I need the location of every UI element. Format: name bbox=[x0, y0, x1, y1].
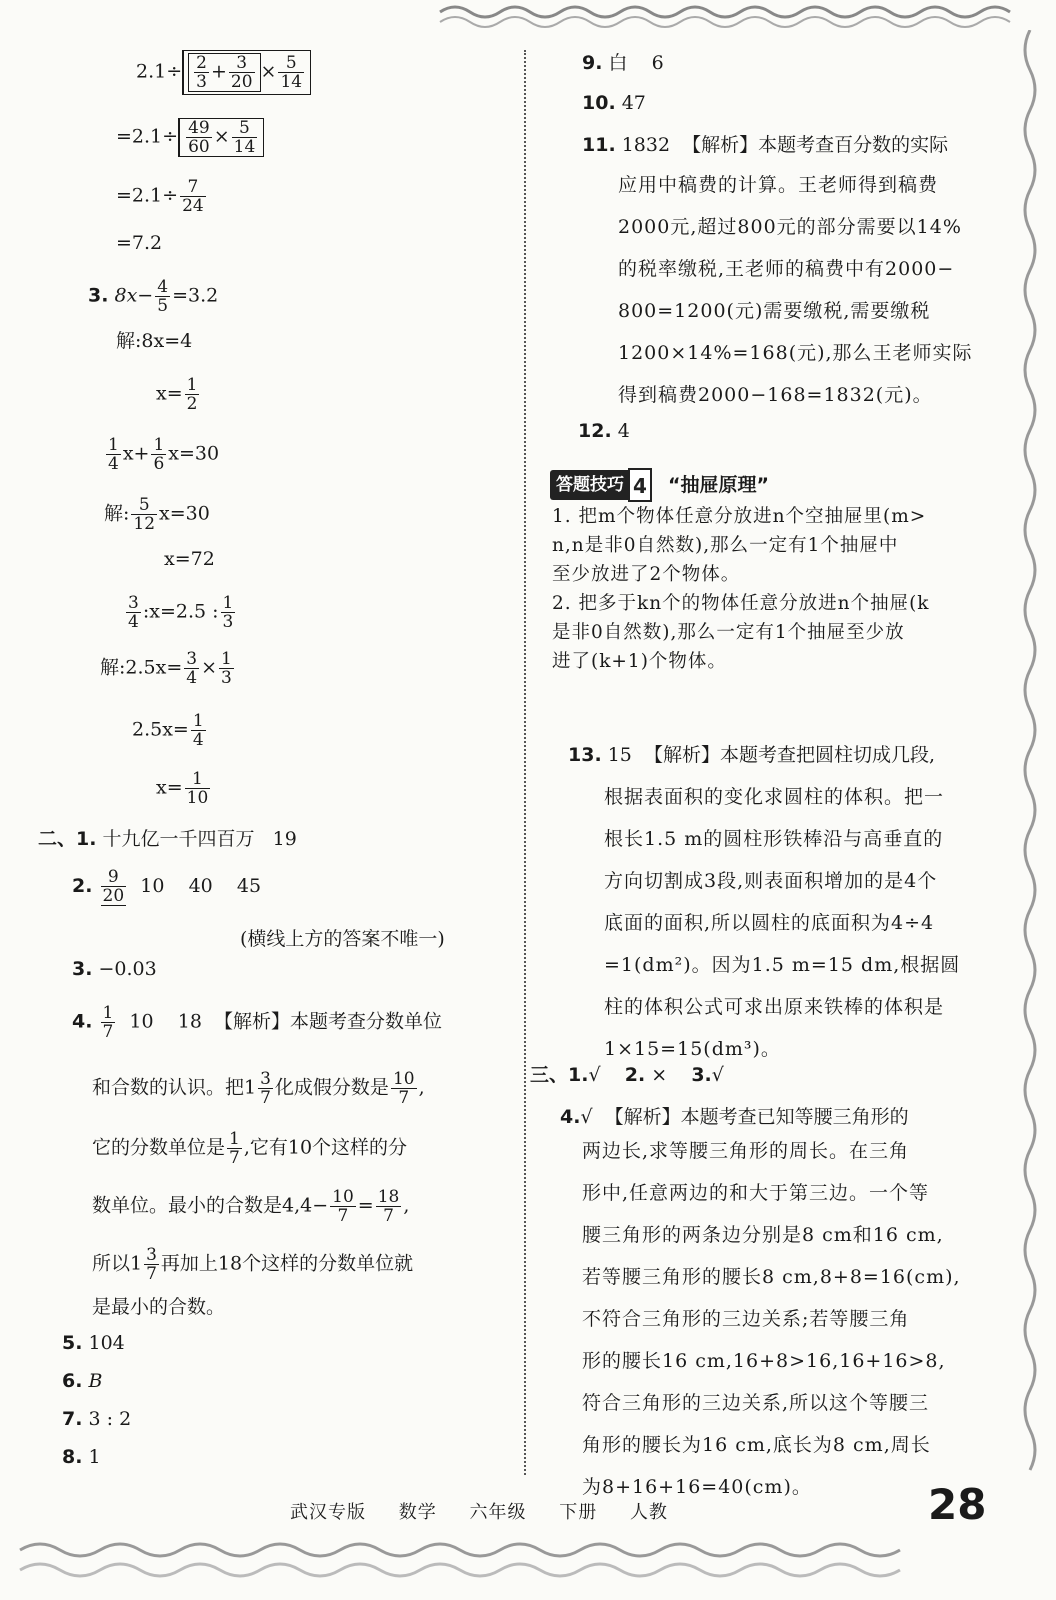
text-line: 底面的面积,所以圆柱的底面积为4÷4 bbox=[604, 912, 935, 934]
q3-step-2: x= $\frac{1}{2}$ bbox=[156, 375, 198, 414]
text-line: 应用中稿费的计算。王老师得到稿费 bbox=[618, 174, 939, 196]
text-line: 进了(k+1)个物体。 bbox=[552, 651, 727, 672]
sec2-q8: 8. 1 bbox=[62, 1446, 101, 1468]
sec3-q4: 4.√ 【解析】本题考查已知等腰三角形的 bbox=[560, 1106, 909, 1128]
q3-equation-2: $\frac{1}{4}$ x+ $\frac{1}{6}$ x=30 bbox=[108, 435, 220, 474]
fraction: $\frac{4}{5}$ bbox=[157, 277, 169, 316]
tip-title: “抽屉原理” bbox=[668, 474, 769, 496]
text-line: 的税率缴税,王老师的稿费中有2000− bbox=[618, 258, 955, 280]
fraction: $\frac{1}{4}$ bbox=[108, 435, 119, 474]
text-line: 不符合三角形的三边关系;若等腰三角 bbox=[582, 1308, 910, 1330]
fraction: $\frac{1}{10}$ bbox=[186, 769, 209, 808]
fraction: $\frac{5}{14}$ bbox=[280, 53, 303, 92]
q3-step-7: x= $\frac{1}{10}$ bbox=[156, 769, 209, 808]
sec2-q1: 二、1. 十九亿一千四百万 19 bbox=[38, 828, 297, 850]
bracket-group: $\frac{2}{3}$ + $\frac{3}{20}$ × $\frac{5}{14}$ bbox=[182, 50, 311, 95]
fraction: $\frac{1}{3}$ bbox=[222, 593, 234, 632]
sec2-q7: 7. 3 : 2 bbox=[62, 1408, 132, 1430]
fraction: $\frac{1}{7}$ bbox=[229, 1129, 240, 1168]
sec2-q4-line-4: 数单位。最小的合数是4,4− $\frac{10}{7}$ = $\frac{18}{7}$ , bbox=[92, 1187, 410, 1226]
q10: 10. 47 bbox=[582, 92, 646, 114]
calc-line-1: 2.1÷ $\frac{2}{3}$ + $\frac{3}{20}$ × $\frac{5}{14}$ bbox=[136, 50, 311, 95]
text-line: 1200×14%=168(元),那么王老师实际 bbox=[618, 342, 973, 364]
calc-line-3: =2.1÷ $\frac{7}{24}$ bbox=[116, 177, 204, 216]
fraction: $\frac{10}{7}$ bbox=[392, 1069, 415, 1108]
text-line: 方向切割成3段,则表面积增加的是4个 bbox=[604, 870, 938, 892]
text-line: 根长1.5 m的圆柱形铁棒沿与高垂直的 bbox=[604, 828, 944, 850]
tip-number-badge: 4 bbox=[628, 468, 652, 502]
page-number: 28 bbox=[928, 1480, 987, 1529]
text-line: 角形的腰长为16 cm,底长为8 cm,周长 bbox=[582, 1434, 931, 1456]
sec2-q5: 5. 104 bbox=[62, 1332, 125, 1354]
tip-label-badge: 答题技巧 bbox=[550, 470, 648, 500]
text-line: 柱的体积公式可求出原来铁棒的体积是 bbox=[604, 996, 945, 1018]
fraction: $\frac{9}{20}$ bbox=[102, 867, 125, 906]
fraction: $\frac{3}{7}$ bbox=[260, 1069, 271, 1108]
text-line: 至少放进了2个物体。 bbox=[552, 564, 741, 585]
text-line: 两边长,求等腰三角形的周长。在三角 bbox=[582, 1140, 910, 1162]
text-line: 若等腰三角形的腰长8 cm,8+8=16(cm), bbox=[582, 1266, 961, 1288]
bottom-wave-border bbox=[0, 1520, 1056, 1590]
tip-content bbox=[552, 502, 930, 676]
fraction: $\frac{1}{4}$ bbox=[192, 711, 204, 750]
sec3-q1-3: 三、1.√ 2. × 3.√ bbox=[530, 1064, 724, 1086]
text-line: =1(dm²)。因为1.5 m=15 dm,根据圆 bbox=[604, 954, 961, 976]
footer-volume: 下册 bbox=[559, 1502, 598, 1523]
q3-step-6: 2.5x= $\frac{1}{4}$ bbox=[132, 711, 204, 750]
q12: 12. 4 bbox=[578, 420, 630, 442]
footer-publisher: 人教 bbox=[629, 1502, 668, 1523]
sec2-q2-note: (横线上方的答案不唯一) bbox=[240, 928, 445, 950]
sec2-q4-line-6: 是最小的合数。 bbox=[92, 1296, 226, 1318]
sec2-q4-line-2: 和合数的认识。把1 $\frac{3}{7}$ 化成假分数是 $\frac{10}{7}$ , bbox=[92, 1069, 425, 1108]
text-line: 1×15=15(dm³)。 bbox=[604, 1038, 781, 1060]
calc-line-2: =2.1÷ $\frac{49}{60}$ × $\frac{5}{14}$ bbox=[116, 118, 264, 157]
footer-grade: 六年级 bbox=[469, 1502, 527, 1523]
fraction: $\frac{2}{3}$ bbox=[196, 53, 207, 92]
q9: 9. 白 6 bbox=[582, 52, 664, 74]
text-line: 800=1200(元)需要缴税,需要缴税 bbox=[618, 300, 931, 322]
fraction: $\frac{1}{7}$ bbox=[102, 1003, 114, 1042]
q3-step-3: 解: $\frac{5}{12}$ x=30 bbox=[104, 495, 210, 534]
q3-equation-1: 3. 8x− $\frac{4}{5}$ =3.2 bbox=[88, 277, 219, 316]
sec2-q4-line-5: 所以1 $\frac{3}{7}$ 再加上18个这样的分数单位就 bbox=[92, 1245, 414, 1284]
bracket-group: $\frac{49}{60}$ × $\frac{5}{14}$ bbox=[178, 118, 264, 157]
top-wave-border bbox=[0, 0, 1056, 30]
text-line: 是非0自然数),那么一定有1个抽屉至少放 bbox=[552, 622, 905, 643]
q13-explanation bbox=[604, 776, 960, 1070]
q3-equation-3: $\frac{3}{4}$ :x=2.5 : $\frac{1}{3}$ bbox=[128, 593, 234, 632]
text-line: 形中,任意两边的和大于第三边。一个等 bbox=[582, 1182, 930, 1204]
sec2-q2: 2. $\frac{9}{20}$ 10 40 45 bbox=[72, 867, 262, 906]
sec2-q6: 6. B bbox=[62, 1370, 103, 1392]
footer-edition: 武汉专版 bbox=[290, 1502, 366, 1523]
fraction: $\frac{1}{2}$ bbox=[186, 375, 198, 414]
calc-line-4: =7.2 bbox=[116, 232, 163, 254]
text-line: 符合三角形的三边关系,所以这个等腰三 bbox=[582, 1392, 930, 1414]
text-line: 得到稿费2000−168=1832(元)。 bbox=[618, 384, 933, 406]
fraction: $\frac{7}{24}$ bbox=[182, 177, 204, 216]
sec2-q4-line-3: 它的分数单位是 $\frac{1}{7}$ ,它有10个这样的分 bbox=[92, 1129, 408, 1168]
sec2-q3: 3. −0.03 bbox=[72, 958, 157, 980]
fraction: $\frac{18}{7}$ bbox=[377, 1187, 400, 1226]
fraction: $\frac{3}{20}$ bbox=[230, 53, 253, 92]
fraction: $\frac{1}{6}$ bbox=[153, 435, 165, 474]
column-divider bbox=[524, 50, 526, 1475]
q11-explanation bbox=[618, 164, 973, 416]
fraction: $\frac{1}{3}$ bbox=[221, 649, 232, 688]
q3-step-4: x=72 bbox=[164, 548, 215, 570]
q13: 13. 15 【解析】本题考查把圆柱切成几段, bbox=[568, 744, 936, 766]
text-line: 2. 把多于kn个的物体任意分放进n个抽屉(k bbox=[552, 593, 930, 614]
text-line: n,n是非0自然数),那么一定有1个抽屉中 bbox=[552, 535, 899, 556]
text-line: 为8+16+16=40(cm)。 bbox=[582, 1476, 812, 1498]
text-line: 根据表面积的变化求圆柱的体积。把一 bbox=[604, 786, 945, 808]
fraction: $\frac{5}{14}$ bbox=[233, 118, 256, 157]
fraction: $\frac{49}{60}$ bbox=[188, 118, 210, 157]
text-line: 1. 把m个物体任意分放进n个空抽屉里(m> bbox=[552, 506, 927, 527]
text-line: 2000元,超过800元的部分需要以14% bbox=[618, 216, 962, 238]
text-line: 腰三角形的两条边分别是8 cm和16 cm, bbox=[582, 1224, 944, 1246]
footer-subject: 数学 bbox=[398, 1502, 437, 1523]
sec2-q4: 4. $\frac{1}{7}$ 10 18 【解析】本题考查分数单位 bbox=[72, 1003, 443, 1042]
q3-step-1: 解:8x=4 bbox=[116, 330, 193, 352]
page-footer bbox=[290, 1498, 694, 1524]
q11: 11. 1832 【解析】本题考查百分数的实际 bbox=[582, 134, 949, 156]
fraction: $\frac{3}{4}$ bbox=[128, 593, 139, 632]
fraction: $\frac{10}{7}$ bbox=[332, 1187, 354, 1226]
fraction: $\frac{5}{12}$ bbox=[133, 495, 156, 534]
sec3-q4-explanation bbox=[582, 1130, 961, 1508]
fraction: $\frac{3}{4}$ bbox=[186, 649, 198, 688]
q3-step-5: 解:2.5x= $\frac{3}{4}$ × $\frac{1}{3}$ bbox=[100, 649, 232, 688]
text-line: 形的腰长16 cm,16+8>16,16+16>8, bbox=[582, 1350, 946, 1372]
fraction: $\frac{3}{7}$ bbox=[146, 1245, 157, 1284]
right-wave-border bbox=[1000, 30, 1056, 1480]
